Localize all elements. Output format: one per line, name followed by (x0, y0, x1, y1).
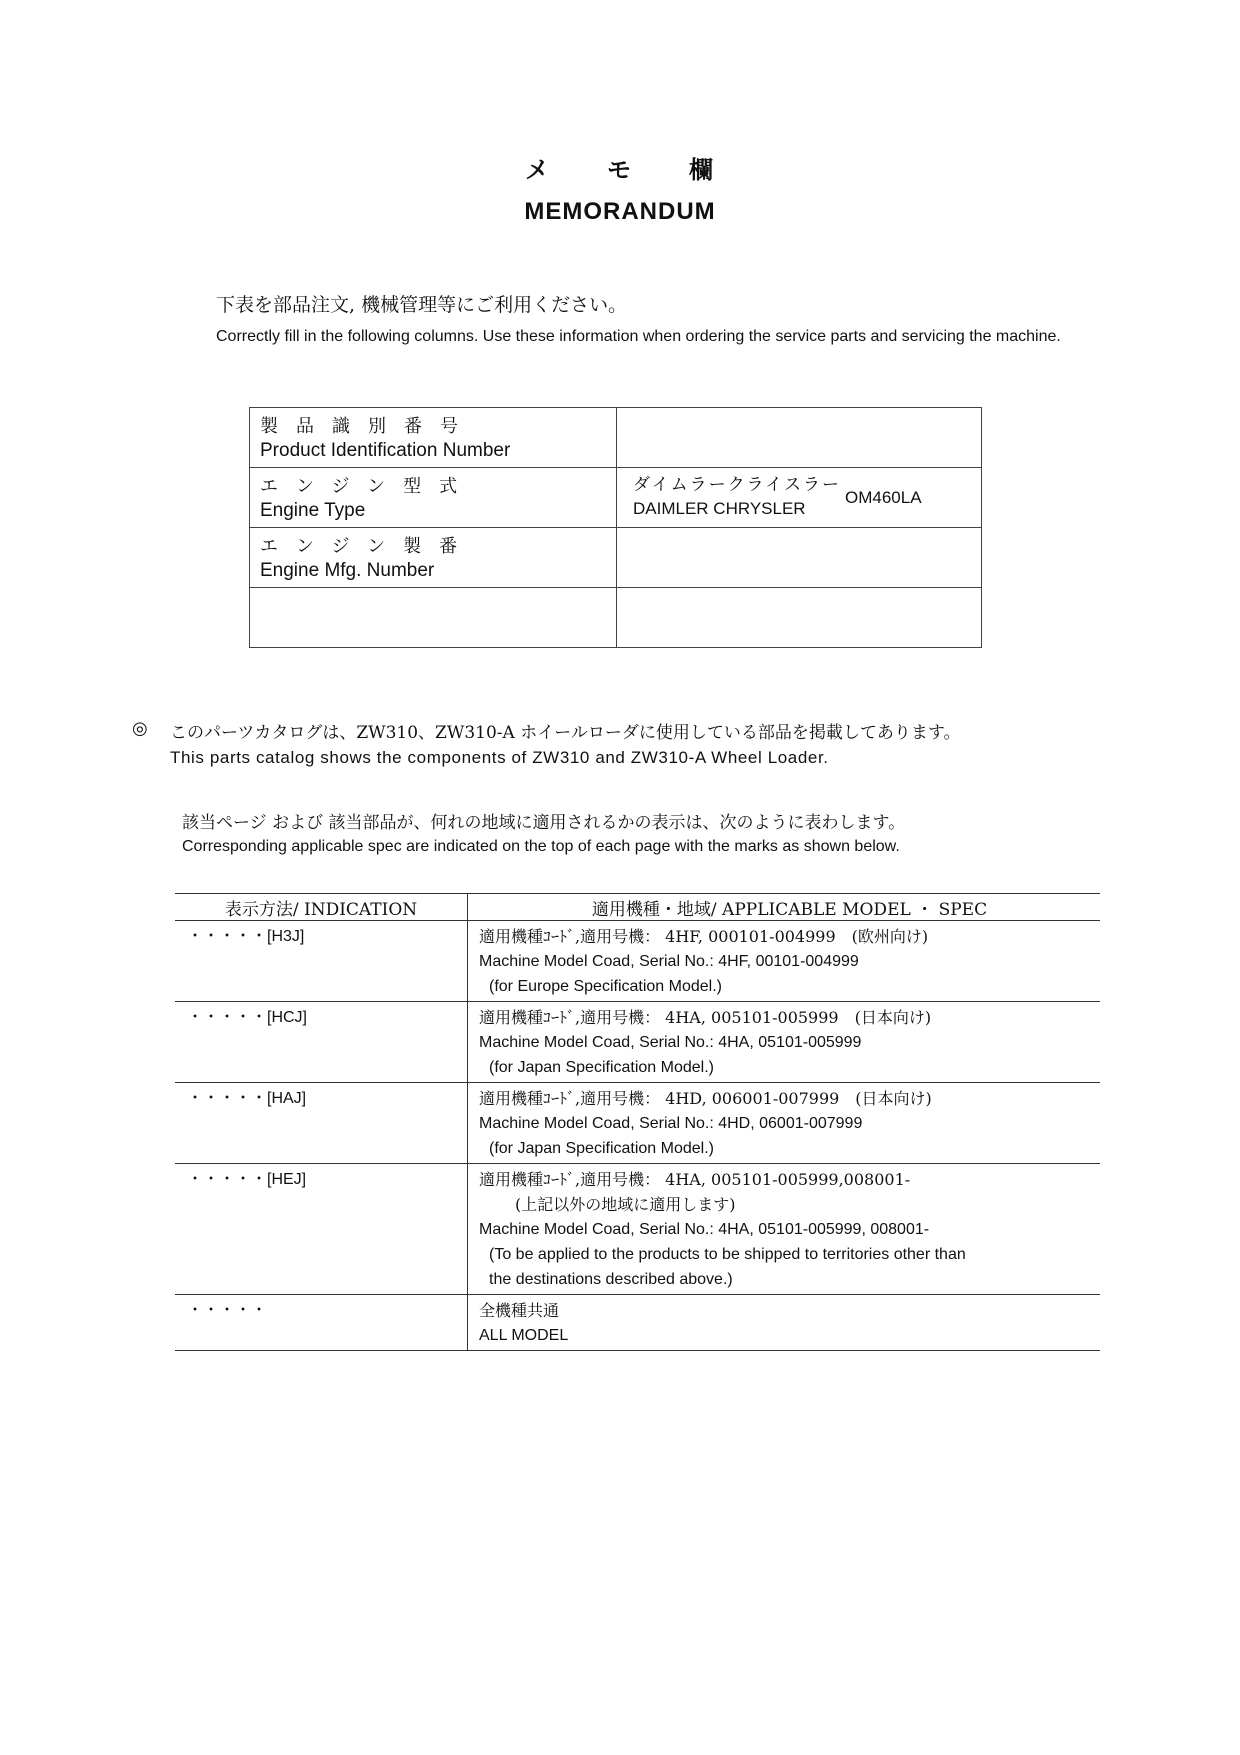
id-label-cell (250, 468, 617, 528)
id-row-product (250, 408, 982, 468)
spec-line: the destinations described above.) (489, 1271, 733, 1288)
engine-maker-en: DAIMLER CHRYSLER (633, 499, 806, 518)
spec-line: Machine Model Coad, Serial No.: 4HA, 05101-005999, 008001- (479, 1221, 930, 1238)
blank-label-cell[interactable] (250, 588, 617, 648)
spec-line: 全機種共通 (479, 1301, 560, 1320)
title-char-1: メ (525, 155, 551, 184)
title-char-2: モ (607, 155, 633, 184)
page-title: MEMORANDUM (524, 198, 716, 225)
id-row-engine-type (250, 468, 982, 528)
spec-note-en: Corresponding applicable spec are indicated on the top of each page with the marks as shown below. (182, 838, 900, 855)
spec-line: 適用機種ｺｰﾄﾞ,適用号機： 4HD, 006001-007999 (日本向け) (479, 1089, 932, 1108)
intro-text-jp: 下表を部品注文, 機械管理等にご利用ください。 (216, 294, 628, 316)
spec-line: (for Japan Specification Model.) (489, 1140, 714, 1157)
id-label-jp: エンジン型式 (260, 476, 476, 497)
spec-line: Machine Model Coad, Serial No.: 4HD, 06001-007999 (479, 1115, 863, 1132)
blank-value-cell[interactable] (617, 588, 982, 648)
id-label-jp: エンジン製番 (260, 536, 476, 557)
spec-line: 適用機種ｺｰﾄﾞ,適用号機： 4HA, 005101-005999 (日本向け) (479, 1008, 932, 1027)
spec-line: (for Europe Specification Model.) (489, 978, 722, 995)
title-char-3: 欄 (689, 155, 715, 184)
header-indication: 表示方法/ INDICATION (175, 894, 468, 921)
spec-cell (468, 1295, 1101, 1351)
table-row (175, 1002, 1100, 1083)
id-row-blank (250, 588, 982, 648)
spec-line: (To be applied to the products to be shipped to territories other than (489, 1246, 966, 1263)
spec-line: ALL MODEL (479, 1327, 569, 1344)
spec-line: Machine Model Coad, Serial No.: 4HA, 05101-005999 (479, 1034, 862, 1051)
table-row (175, 921, 1100, 1002)
spec-line: (for Japan Specification Model.) (489, 1059, 714, 1076)
id-label-en: Product Identification Number (260, 440, 511, 461)
spec-cell (468, 1002, 1101, 1083)
note-text-jp: このパーツカタログは、ZW310、ZW310-A ホイールローダに使用している部品を掲載してあります。 (170, 723, 961, 743)
id-label-cell (250, 528, 617, 588)
indication-cell: ・・・・・ (175, 1295, 468, 1351)
note-text-en: This parts catalog shows the components of ZW310 and ZW310-A Wheel Loader. (170, 748, 829, 767)
table-row (175, 1295, 1100, 1351)
id-label-cell (250, 408, 617, 468)
engine-type-value-cell (617, 468, 982, 528)
spec-line: (上記以外の地域に適用します) (515, 1195, 736, 1214)
spec-cell (468, 921, 1101, 1002)
identification-table (249, 407, 982, 648)
indication-cell: ・・・・・[H3J] (175, 921, 468, 1002)
indication-cell: ・・・・・[HAJ] (175, 1083, 468, 1164)
header-applicable-model: 適用機種・地域/ APPLICABLE MODEL ・ SPEC (468, 894, 1101, 921)
spec-note-jp: 該当ページ および 該当部品が、何れの地域に適用されるかの表示は、次のように表わします。 (182, 813, 906, 833)
spec-line: Machine Model Coad, Serial No.: 4HF, 00101-004999 (479, 953, 859, 970)
product-id-value-cell[interactable] (617, 408, 982, 468)
engine-model: OM460LA (845, 488, 922, 507)
id-row-engine-mfg (250, 528, 982, 588)
indication-cell: ・・・・・[HCJ] (175, 1002, 468, 1083)
spec-line: 適用機種ｺｰﾄﾞ,適用号機： 4HA, 005101-005999,008001- (479, 1170, 911, 1189)
note-bullet-icon: ◎ (132, 718, 148, 739)
table-row (175, 1164, 1100, 1295)
id-label-jp: 製品識別番号 (260, 416, 476, 437)
spec-header-row (175, 894, 1100, 921)
spec-cell (468, 1164, 1101, 1295)
engine-maker-jp: ダイムラークライスラー (633, 475, 841, 495)
page-title-jp (0, 150, 1240, 185)
spec-line: 適用機種ｺｰﾄﾞ,適用号機： 4HF, 000101-004999 (欧州向け) (479, 927, 929, 946)
spec-table (175, 893, 1100, 1351)
id-label-en: Engine Mfg. Number (260, 560, 435, 581)
table-row (175, 1083, 1100, 1164)
indication-cell: ・・・・・[HEJ] (175, 1164, 468, 1295)
intro-text-en: Correctly fill in the following columns. Use these information when ordering the service parts and servicing the machine. (216, 328, 1061, 345)
engine-mfg-value-cell[interactable] (617, 528, 982, 588)
spec-cell (468, 1083, 1101, 1164)
id-label-en: Engine Type (260, 500, 366, 521)
